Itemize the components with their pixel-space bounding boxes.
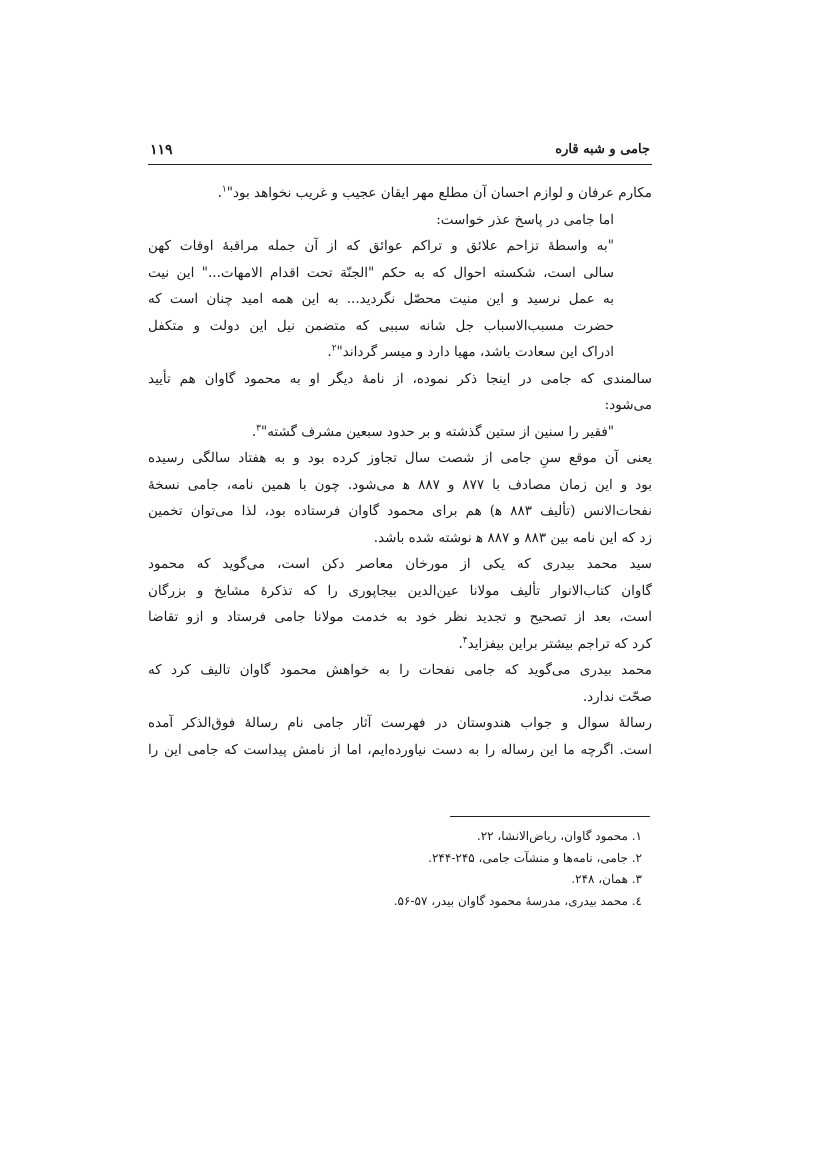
footnote: ۱. محمود گاوان، ریاض‌الانشا، ۲۲. xyxy=(476,829,642,843)
text-line: "فقیر را سنین از ستین گذشته و بر حدود سبعین مشرف گشته"$^۳$. xyxy=(251,423,614,440)
page-header xyxy=(148,140,652,165)
text-line: است، بعد از تصحیح و تجدید نظر خود به خدمت مولانا جامی فرستاد و ازو تقاضا xyxy=(148,609,652,625)
text-line: یعنی آن موقع سنِ جامی از شصت سال تجاوز کرده بود و به هفتاد سالگی رسیده xyxy=(148,450,652,466)
text-line: اما جامی در پاسخ عذر خواست: xyxy=(436,211,614,228)
footnote: ۳. همان، ۲۴۸. xyxy=(571,872,642,886)
text-line: سید محمد بیدری که یکی از مورخان معاصر دکن است، می‌گوید که محمود xyxy=(148,556,652,572)
text-line: می‌شود: xyxy=(604,397,652,413)
footnote-ref: ۳ xyxy=(256,423,261,433)
text-line: "به واسطهٔ تزاحم علائق و تراکم عوائق که از آن جمله مراقبهٔ اوقات کهن xyxy=(148,238,614,254)
text-line: ادراک این سعادت باشد، مهیا دارد و میسر گرداند"$^۲$. xyxy=(327,343,614,360)
text-line: حضرت مسبب‌الاسباب جل شانه سببی که متضمن نیل این دولت و متکفل xyxy=(148,317,614,334)
text-line: نفحات‌الانس (تألیف ۸۸۳ ﻫ) هم برای محمود گاوان فرستاده بود، لذا می‌توان تخمین xyxy=(148,503,652,519)
footnote-ref: ۲ xyxy=(331,343,337,354)
footnotes xyxy=(148,826,648,912)
main-text xyxy=(148,180,652,763)
footnote-separator xyxy=(450,816,650,817)
text-line: کرد که تراجم بیشتر براین بیفزاید$^۴$. xyxy=(458,635,652,652)
footnote-ref: ۴ xyxy=(462,635,468,645)
page-number: ۱۱۹ xyxy=(150,142,173,158)
text-line: سالمندی که جامی در اینجا ذکر نموده، از نامهٔ دیگر او به محمود گاوان هم تأیید xyxy=(148,370,652,387)
text-line: به عمل نرسید و این منیت محصّل نگردید... به این همه امید چنان است که xyxy=(148,291,614,307)
running-title: جامی و شبه قاره xyxy=(555,142,650,157)
text-line: است. اگرچه ما این رساله را به دست نیاورده‌ایم، اما از نامش پیداست که جامی این را xyxy=(148,741,652,758)
text-line: سالی است، شکسته احوال که به حکم "الجنّة تحت اقدام الامهات..." این نیت xyxy=(148,264,614,281)
text-line: صحّت ندارد. xyxy=(582,688,652,705)
footnote: ٤. محمد بیدری، مدرسهٔ محمود گاوان بیدر، ۵۷-۵۶. xyxy=(393,893,642,908)
footnote-ref: ۱ xyxy=(221,184,227,195)
text-line: گاوان کتاب‌الانوار تألیف مولانا عین‌الدین بیجاپوری را که تذکرهٔ مشایخ و بزرگان xyxy=(148,582,652,599)
text-line: بود و این زمان مصادف با ۸۷۷ و ۸۸۷ ﻫ می‌شود. چون با همین نامه، جامی نسخهٔ xyxy=(148,476,652,493)
text-line: مکارم عرفان و لوازم احسان آن مطلع مهر ایقان عجیب و غریب نخواهد بود"$^۱$. xyxy=(217,184,652,201)
footnote: ۲. جامی، نامه‌ها و منشآت جامی، ۲۴۵-۲۴۴. xyxy=(428,850,642,865)
text-line: رسالهٔ سوال و جواب هندوستان در فهرست آثار جامی نام رسالهٔ فوق‌الذکر آمده xyxy=(148,715,652,731)
text-line: محمد بیدری می‌گوید که جامی نفحات را به خواهش محمود گاوان تالیف کرد که xyxy=(148,662,652,678)
text-line: زد که این نامه بین ۸۸۳ و ۸۸۷ ﻫ نوشته شده باشد. xyxy=(373,529,652,546)
